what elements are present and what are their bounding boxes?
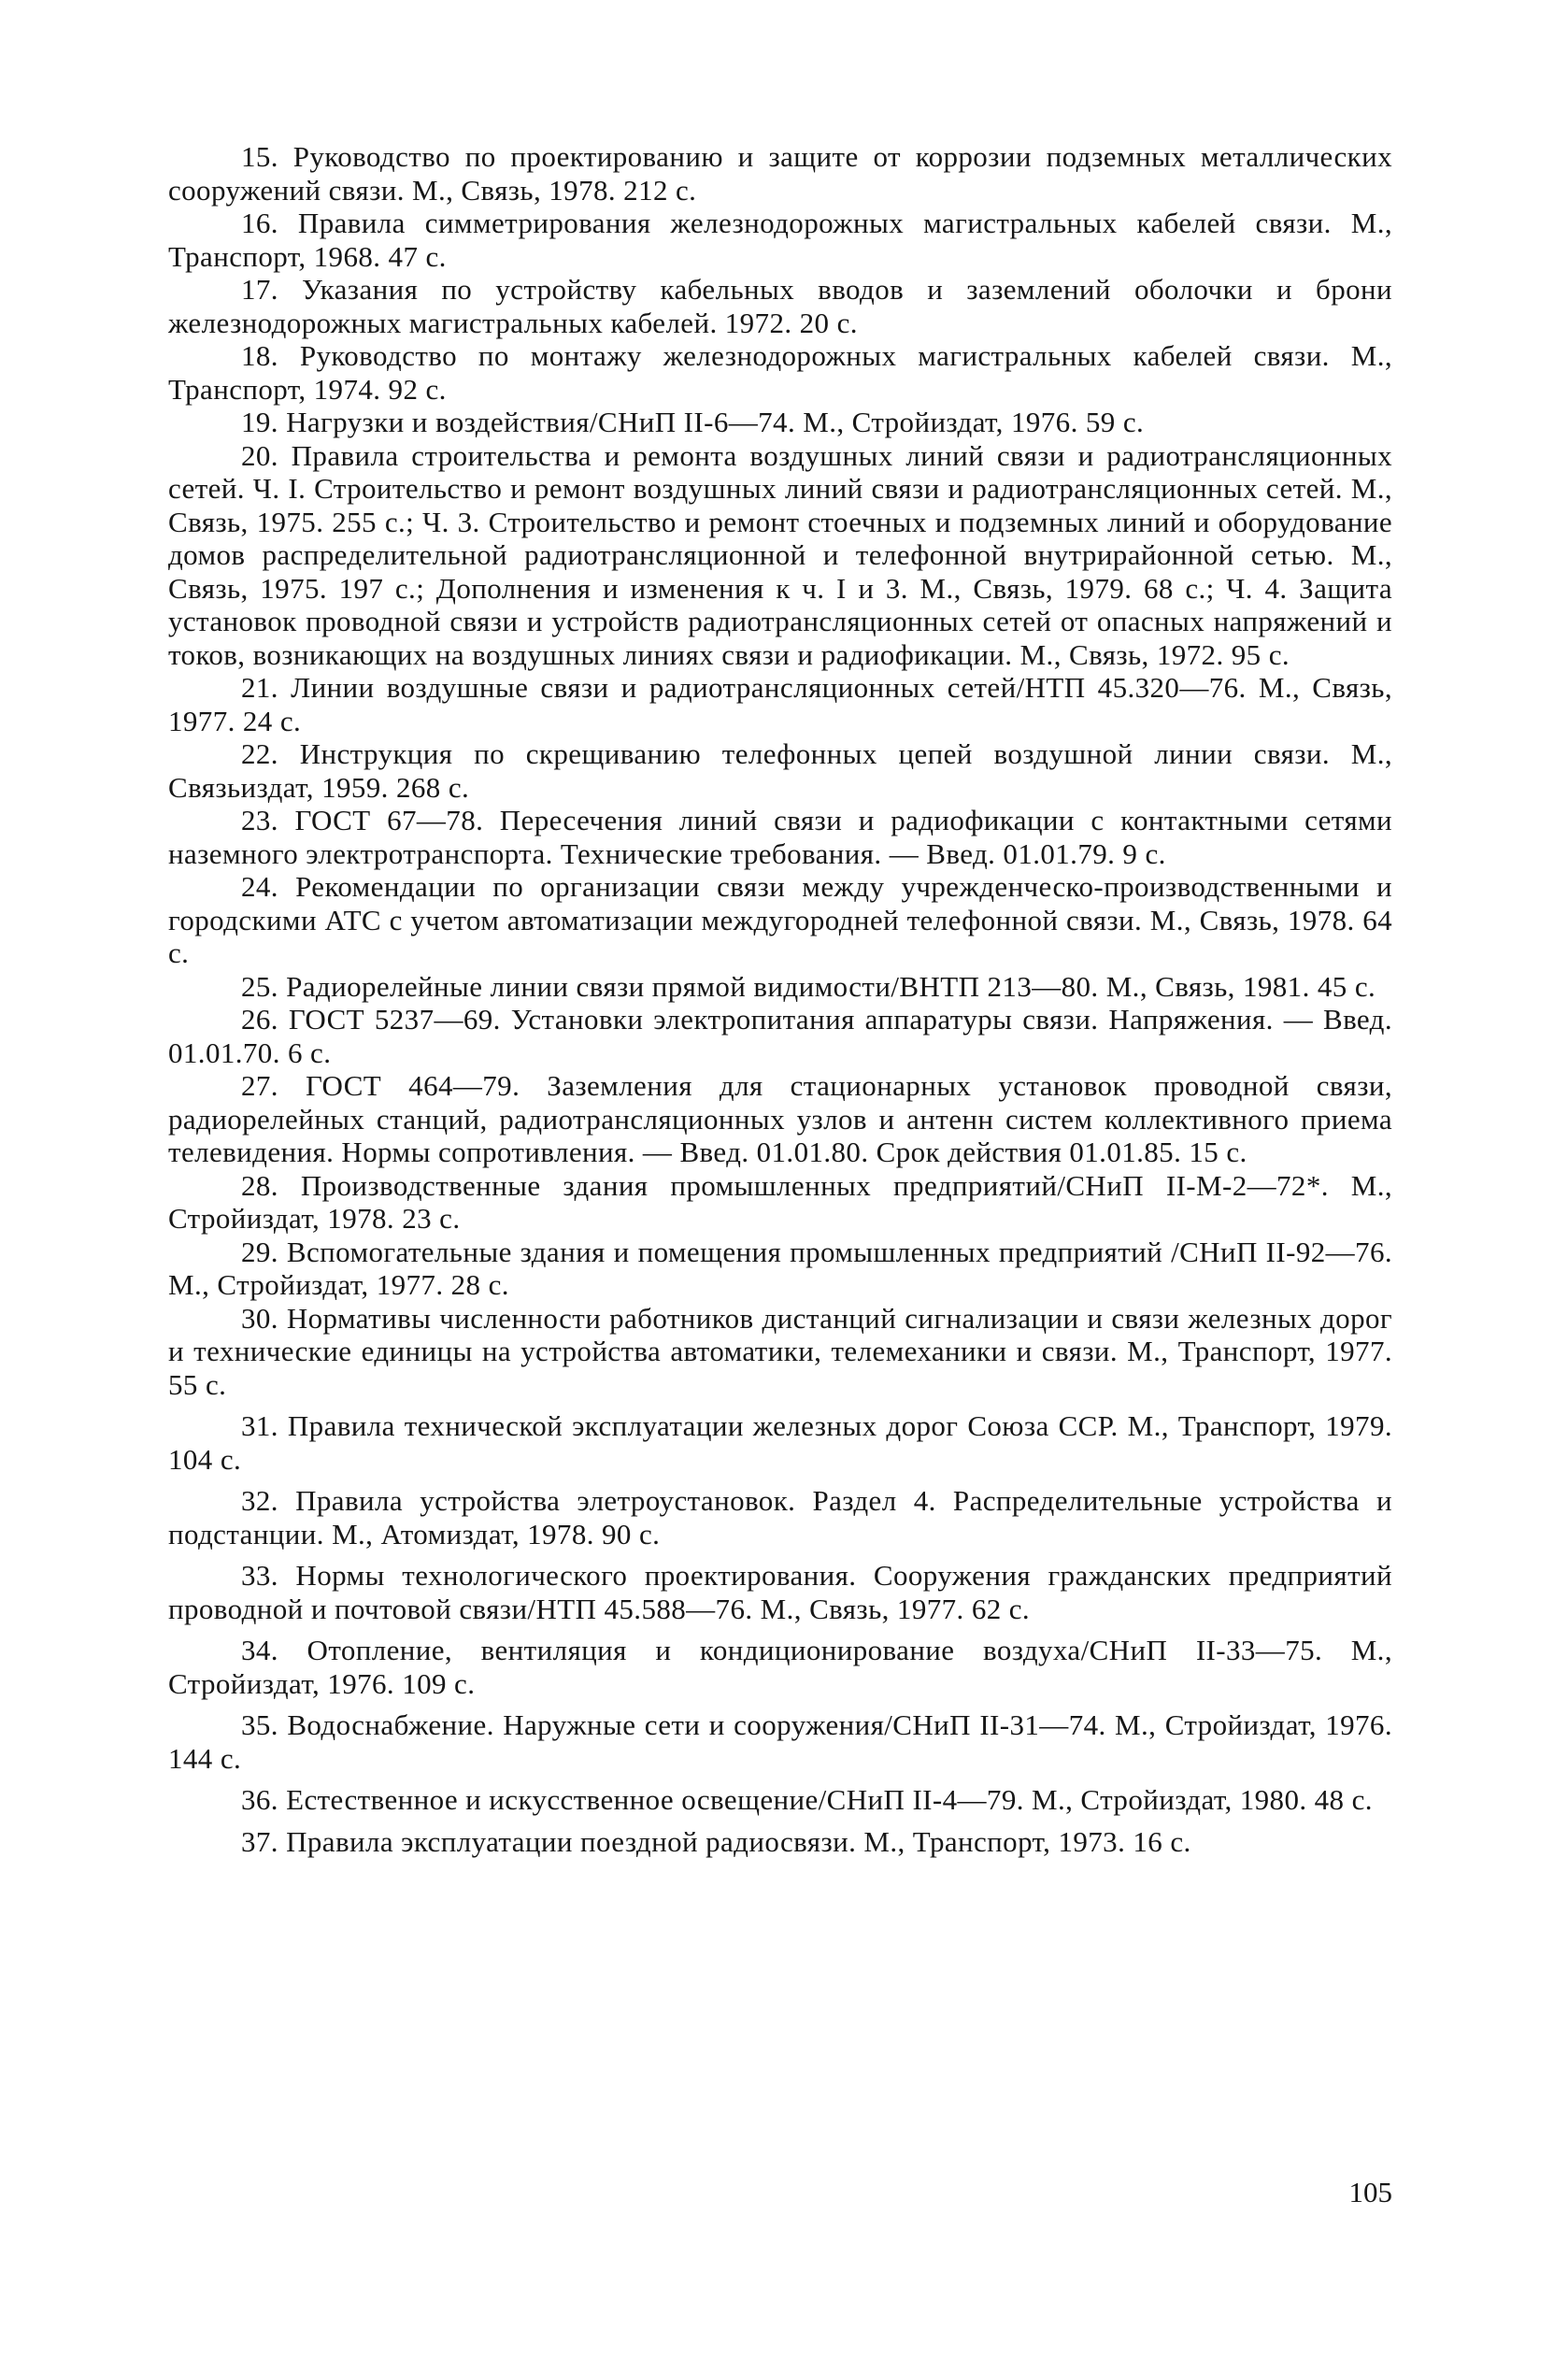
reference-item	[168, 737, 1392, 804]
reference-text: Руководство по проектированию и защите от коррозии подземных металлических сооружений связи. М., Связь, 1978. 212 с.	[168, 140, 1392, 207]
reference-text: Инструкция по скрещиванию телефонных цепей воздушной линии связи. М., Связьиздат, 1959. 268 с.	[168, 737, 1393, 804]
reference-number: 31.	[241, 1409, 278, 1442]
reference-item	[168, 1302, 1392, 1402]
reference-text: Правила симметрирования железнодорожных магистральных кабелей связи. М., Транспорт, 1968. 47 с.	[168, 207, 1392, 273]
reference-number: 16.	[241, 207, 278, 239]
reference-number: 28.	[241, 1168, 278, 1202]
reference-item	[168, 870, 1392, 970]
reference-number: 32.	[241, 1484, 278, 1517]
reference-number: 15.	[241, 140, 278, 173]
reference-item	[168, 439, 1392, 672]
reference-item	[168, 1634, 1392, 1700]
reference-number: 36.	[241, 1783, 278, 1816]
reference-number: 25.	[241, 969, 278, 1003]
reference-text: Нагрузки и воздействия/СНиП II-6—74. М., Стройиздат, 1976. 59 с.	[286, 406, 1145, 438]
reference-number: 22.	[241, 737, 278, 770]
reference-text: Правила эксплуатации поездной радиосвязи. М., Транспорт, 1973. 16 с.	[286, 1824, 1191, 1858]
reference-text: Нормативы численности работников дистанций сигнализации и связи железных дорог и технические единицы на устройства автоматики, телемеханики и связи. М., Транспорт, 1977. 55 с.	[168, 1301, 1392, 1401]
reference-item	[168, 1825, 1392, 1859]
reference-item	[168, 970, 1392, 1004]
page-number: 105	[1348, 2176, 1392, 2208]
reference-number: 17.	[241, 273, 278, 306]
reference-item	[168, 671, 1392, 737]
reference-text: ГОСТ 5237—69. Установки электропитания аппаратуры связи. Напряжения. — Введ. 01.01.70. 6 с.	[168, 1003, 1392, 1069]
reference-number: 26.	[241, 1003, 278, 1036]
reference-text: Производственные здания промышленных предприятий/СНиП II-М-2—72*. М., Стройиздат, 1978. 23 с.	[168, 1168, 1392, 1235]
reference-item	[168, 140, 1392, 207]
reference-number: 35.	[241, 1708, 278, 1741]
reference-item	[168, 339, 1392, 406]
reference-text: Вспомогательные здания и помещения промышленных предприятий /СНиП II-92—76. М., Стройиздат, 1977. 28 с.	[168, 1235, 1393, 1301]
reference-text: Отопление, вентиляция и кондиционирование воздуха/СНиП II-33—75. М., Стройиздат, 1976. 109 с.	[168, 1634, 1392, 1700]
reference-number: 33.	[241, 1559, 278, 1592]
reference-item	[168, 1783, 1392, 1817]
reference-number: 27.	[241, 1069, 278, 1102]
reference-text: Правила устройства элетроустановок. Раздел 4. Распределительные устройства и подстанции. М., Атомиздат, 1978. 90 с.	[168, 1484, 1392, 1550]
reference-item	[168, 1409, 1392, 1476]
reference-number: 23.	[241, 804, 278, 836]
reference-item	[168, 1169, 1392, 1236]
reference-item	[168, 1559, 1392, 1625]
reference-number: 21.	[241, 671, 278, 704]
reference-number: 30.	[241, 1301, 278, 1335]
reference-item	[168, 273, 1392, 339]
reference-item	[168, 1484, 1392, 1550]
reference-text: Естественное и искусственное освещение/СНиП II-4—79. М., Стройиздат, 1980. 48 с.	[286, 1783, 1373, 1816]
reference-list	[168, 140, 1392, 1858]
reference-text: ГОСТ 464—79. Заземления для стационарных установок проводной связи, радиорелейных станций, радиотрансляционных узлов и антенн систем коллективного приема телевидения. Нормы сопротивления. — Введ. 01.01.80. Срок действия 01.01.85. 15 с.	[168, 1069, 1392, 1168]
reference-text: Указания по устройству кабельных вводов и заземлений оболочки и брони железнодорожных магистральных кабелей. 1972. 20 с.	[168, 273, 1392, 339]
reference-text: Линии воздушные связи и радиотрансляционных сетей/НТП 45.320—76. М., Связь, 1977. 24 с.	[168, 671, 1392, 737]
reference-item	[168, 1069, 1392, 1169]
reference-text: Правила строительства и ремонта воздушных линий связи и радиотрансляционных сетей. Ч. I. Строительство и ремонт воздушных линий связи и радиотрансляционных сетей. М., Связь, 1975. 255 с.; Ч. 3. Строительство и ремонт стоечных и подземных линий и оборудование домов распределительной радиотрансляционной и телефонной внутрирайонной сетью. М., Связь, 1975. 197 с.; Дополнения и изменения к ч. I и 3. М., Связь, 1979. 68 с.; Ч. 4. Защита установок проводной связи и устройств радиотрансляционных сетей от опасных напряжений и токов, возникающих на воздушных линиях связи и радиофикации. М., Связь, 1972. 95 с.	[168, 438, 1392, 671]
reference-text: ГОСТ 67—78. Пересечения линий связи и радиофикации с контактными сетями наземного электротранспорта. Технические требования. — Введ. 01.01.79. 9 с.	[168, 804, 1392, 870]
reference-number: 34.	[241, 1634, 278, 1666]
reference-text: Водоснабжение. Наружные сети и сооружения/СНиП II-31—74. М., Стройиздат, 1976. 144 с.	[168, 1708, 1392, 1775]
reference-number: 29.	[241, 1235, 278, 1268]
reference-text: Нормы технологического проектирования. Сооружения гражданских предприятий проводной и почтовой связи/НТП 45.588—76. М., Связь, 1977. 62 с.	[168, 1559, 1392, 1625]
reference-item	[168, 804, 1392, 870]
reference-text: Рекомендации по организации связи между учрежденческо-производственными и городскими АТС с учетом автоматизации междугородней телефонной связи. М., Связь, 1978. 64 с.	[168, 870, 1393, 969]
reference-text: Руководство по монтажу железнодорожных магистральных кабелей связи. М., Транспорт, 1974. 92 с.	[168, 339, 1392, 406]
reference-text: Правила технической эксплуатации железных дорог Союза ССР. М., Транспорт, 1979. 104 с.	[168, 1409, 1392, 1476]
reference-item	[168, 1236, 1392, 1302]
reference-item	[168, 1708, 1392, 1775]
reference-number: 24.	[241, 870, 278, 903]
reference-number: 18.	[241, 339, 278, 372]
reference-item	[168, 1003, 1392, 1069]
reference-number: 20.	[241, 438, 278, 472]
reference-item	[168, 207, 1392, 273]
reference-item	[168, 406, 1392, 439]
reference-text: Радиорелейные линии связи прямой видимости/ВНТП 213—80. М., Связь, 1981. 45 с.	[286, 969, 1376, 1003]
reference-number: 19.	[241, 406, 278, 438]
reference-number: 37.	[241, 1824, 278, 1858]
